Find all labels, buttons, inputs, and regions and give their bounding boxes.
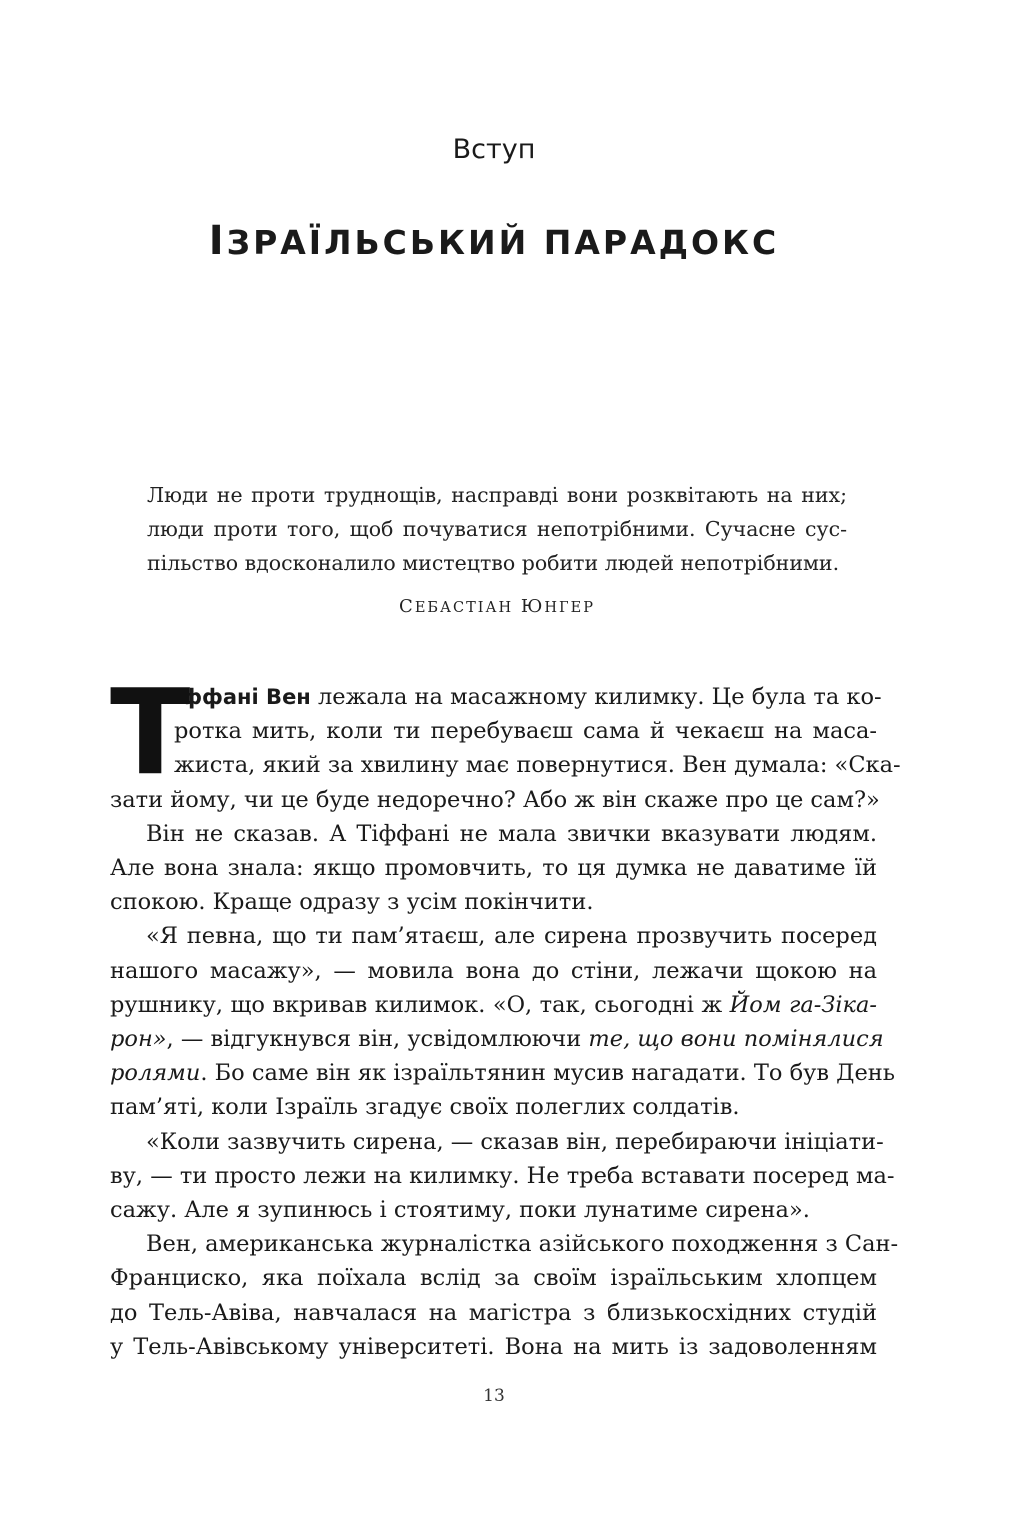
- italic-run: рон»: [110, 1026, 167, 1053]
- text-run: . Бо саме він як ізраїльтянин мусив нагадати. То був День: [200, 1060, 896, 1087]
- chapter-label: Вступ: [452, 134, 536, 165]
- paragraph-line: ву, — ти просто лежи на килимку. Не треба вставати посеред ма-: [110, 1162, 895, 1189]
- text-run: рушнику, що вкривав килимок. «О, так, сьогодні ж: [110, 991, 730, 1018]
- paragraph-line: у Тель-Авівському університеті. Вона на мить із задоволенням: [110, 1333, 877, 1360]
- paragraph-line: пам’яті, коли Ізраїль згадує своїх полеглих солдатів.: [110, 1094, 740, 1121]
- paragraph-line: [110, 988, 877, 1022]
- drop-cap: Т: [110, 663, 191, 801]
- epigraph-line: Люди не проти труднощів, насправді вони розквітають на них;: [147, 483, 847, 507]
- italic-run: Йом га-Зіка-: [729, 991, 878, 1018]
- lead-in: іффані Вен: [174, 685, 311, 709]
- paragraph-line: Франциско, яка поїхала вслід за своїм ізраїльським хлопцем: [110, 1265, 877, 1292]
- epigraph: [147, 478, 847, 580]
- epigraph-line: люди проти того, щоб почуватися непотрібними. Сучасне сус-: [147, 517, 847, 541]
- text-run: лежала на масажному килимку. Це була та ко-: [310, 684, 882, 710]
- paragraph-line: нашого масажу», — мовила вона до стіни, лежачи щокою на: [110, 957, 877, 984]
- chapter-title-rest: ЗРАЇЛЬСЬКИЙ ПАРАДОКС: [226, 223, 780, 262]
- paragraph-line: [110, 680, 882, 714]
- paragraph-line: [110, 1022, 884, 1056]
- author-last-rest: НГЕР: [544, 600, 595, 616]
- chapter-title: [0, 218, 988, 264]
- paragraph-line: Вен, американська журналістка азійського походження з Сан-: [146, 1231, 899, 1258]
- paragraph-line: жиста, який за хвилину має повернутися. Вен думала: «Ска-: [174, 752, 901, 779]
- epigraph-line: пільство вдосконалило мистецтво робити людей непотрібними.: [147, 551, 840, 575]
- paragraph-line: ротка мить, коли ти перебуваєш сама й чекаєш на маса-: [174, 718, 877, 745]
- text-run: , — відгукнувся він, усвідомлюючи: [166, 1026, 589, 1053]
- paragraph-line: «Я певна, що ти пам’ятаєш, але сирена прозвучить посеред: [146, 923, 877, 950]
- chapter-title-initial: І: [208, 218, 227, 264]
- paragraph-line: «Коли зазвучить сирена, — сказав він, перебираючи ініціати-: [146, 1128, 884, 1155]
- paragraph-line: зати йому, чи це буде недоречно? Або ж він скаже про це сам?»: [110, 786, 880, 813]
- author-first-initial: С: [399, 596, 415, 617]
- epigraph-author: [147, 596, 847, 617]
- paragraph-line: до Тель-Авіва, навчалася на магістра з близькосхідних студій: [110, 1299, 877, 1326]
- paragraph-line: сажу. Але я зупинюсь і стоятиму, поки лунатиме сирена».: [110, 1197, 810, 1224]
- italic-run: те, що вони помінялися: [588, 1026, 884, 1053]
- paragraph-line: [110, 1056, 896, 1090]
- page-number: 13: [483, 1386, 505, 1406]
- author-first-rest: ЕБАСТІАН: [414, 600, 514, 616]
- author-last-initial: Ю: [520, 596, 545, 617]
- paragraph-line: Але вона знала: якщо промовчить, то ця думка не даватиме їй: [110, 855, 877, 882]
- paragraph-line: спокою. Краще одразу з усім покінчити.: [110, 889, 594, 916]
- body-text: [110, 663, 901, 1364]
- italic-run: ролями: [110, 1060, 201, 1087]
- paragraph-line: Він не сказав. А Тіффані не мала звички вказувати людям.: [146, 820, 877, 847]
